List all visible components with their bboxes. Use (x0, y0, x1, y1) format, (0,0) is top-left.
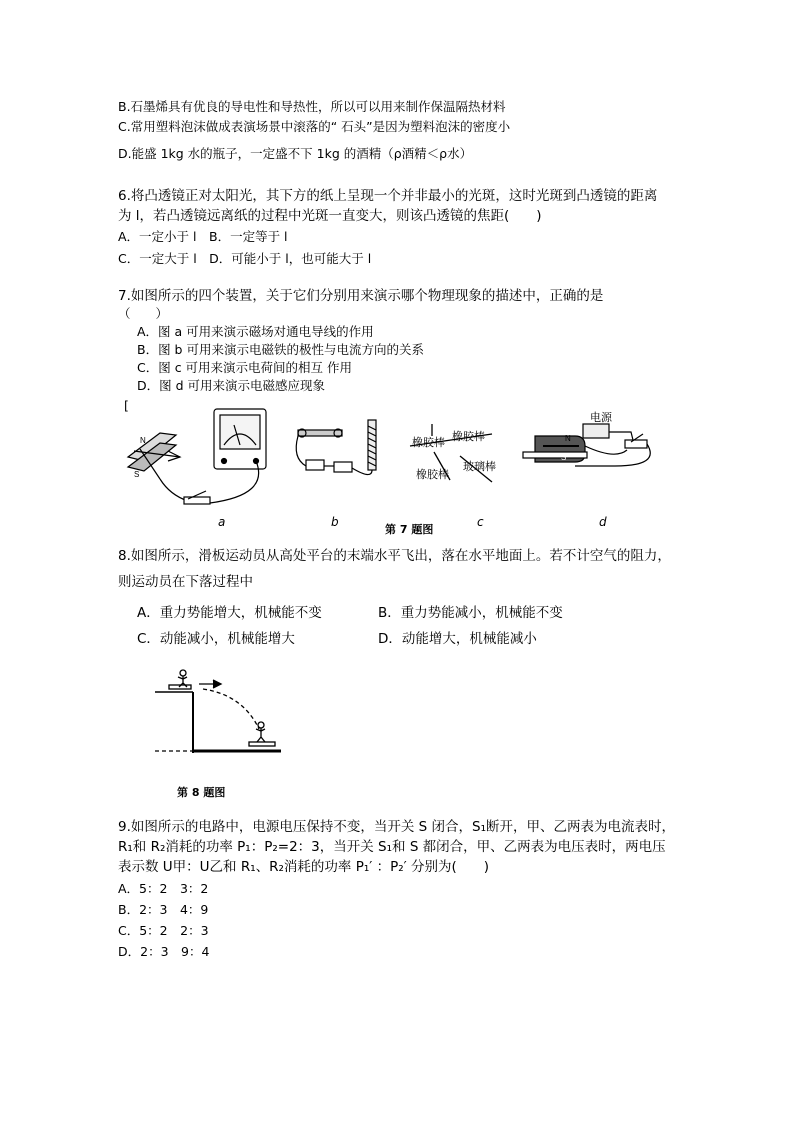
q7-label-c: c (477, 515, 484, 529)
q9-option-a: A．5：2 3：2 (118, 881, 209, 896)
q6-options-ab: A．一定小于 l B．一定等于 l (118, 229, 288, 244)
svg-text:S: S (134, 470, 140, 479)
q9-stem-line2: R₁和 R₂消耗的功率 P₁：P₂=2：3，当开关 S₁和 S 都闭合，甲、乙两表为电压表时，两电压 (118, 839, 666, 855)
q8-option-c: C．动能减小，机械能增大 (137, 631, 295, 647)
q7-label-b: b (331, 515, 339, 529)
q7-figure-b (292, 418, 392, 488)
q8-stem-line1: 8.如图所示，滑板运动员从高处平台的末端水平飞出，落在水平地面上。若不计空气的阻力， (118, 548, 671, 564)
q7-rod-label-4: 橡胶棒 (416, 468, 449, 481)
q7-option-d: D．图 d 可用来演示电磁感应现象 (137, 378, 326, 393)
q5-option-c: C.常用塑料泡沫做成表演场景中滚落的“ 石头”是因为塑料泡沫的密度小 (118, 119, 511, 134)
q8-stem-line2: 则运动员在下落过程中 (118, 574, 253, 590)
q7-stem: 7.如图所示的四个装置，关于它们分别用来演示哪个物理现象的描述中，正确的是 (118, 288, 604, 304)
q9-stem-line1: 9.如图所示的电路中，电源电压保持不变，当开关 S 闭合，S₁断开，甲、乙两表为电流表时， (118, 819, 676, 835)
q9-option-c: C．5：2 2：3 (118, 923, 209, 938)
q7-power-label: 电源 (590, 411, 612, 424)
q7-rod-label-2: 橡胶棒 (452, 430, 485, 443)
q6-options-cd: C．一定大于 l D．可能小于 l，也可能大于 l (118, 251, 372, 266)
q7-rod-label-1: 橡胶棒 (412, 436, 445, 449)
q7-rod-label-3: 玻璃棒 (463, 460, 496, 473)
q9-option-d: D．2：3 9：4 (118, 944, 210, 959)
q7-caption: 第 7 题图 (385, 523, 434, 536)
q8-option-d: D．动能增大，机械能减小 (378, 631, 537, 647)
q7-option-b: B．图 b 可用来演示电磁铁的极性与电流方向的关系 (137, 342, 424, 357)
q9-option-b: B．2：3 4：9 (118, 902, 209, 917)
q9-stem-line3: 表示数 U甲：U乙和 R₁、R₂消耗的功率 P₁′ ：P₂′ 分别为( ) (118, 859, 490, 875)
q5-option-d: D.能盛 1kg 水的瓶子，一定盛不下 1kg 的酒精（ρ酒精＜ρ水） (118, 146, 473, 161)
q7-answer-paren: （ ） (118, 306, 169, 321)
q7-figure-a (120, 405, 280, 515)
q7-option-a: A．图 a 可用来演示磁场对通电导线的作用 (137, 324, 374, 339)
q7-label-a: a (218, 515, 226, 529)
q7-bracket: [ (124, 398, 129, 413)
q7-magnet-n: N (565, 434, 571, 443)
q8-figure (155, 665, 285, 757)
q6-stem-line2: 为 l，若凸透镜远离纸的过程中光斑一直变大，则该凸透镜的焦距( ) (118, 208, 542, 224)
q6-stem-line1: 6.将凸透镜正对太阳光，其下方的纸上呈现一个并非最小的光斑，这时光斑到凸透镜的距离 (118, 188, 658, 204)
q7-magnet-s: S (561, 453, 567, 462)
q5-option-b: B.石墨烯具有优良的导电性和导热性，所以可以用来制作保温隔热材料 (118, 99, 506, 114)
q8-caption: 第 8 题图 (177, 786, 226, 799)
q7-label-d: d (599, 515, 607, 529)
q8-option-a: A．重力势能增大，机械能不变 (137, 605, 322, 621)
svg-text:N: N (140, 436, 146, 445)
q8-option-b: B．重力势能减小，机械能不变 (378, 605, 563, 621)
q7-option-c: C．图 c 可用来演示电荷间的相互 作用 (137, 360, 353, 375)
